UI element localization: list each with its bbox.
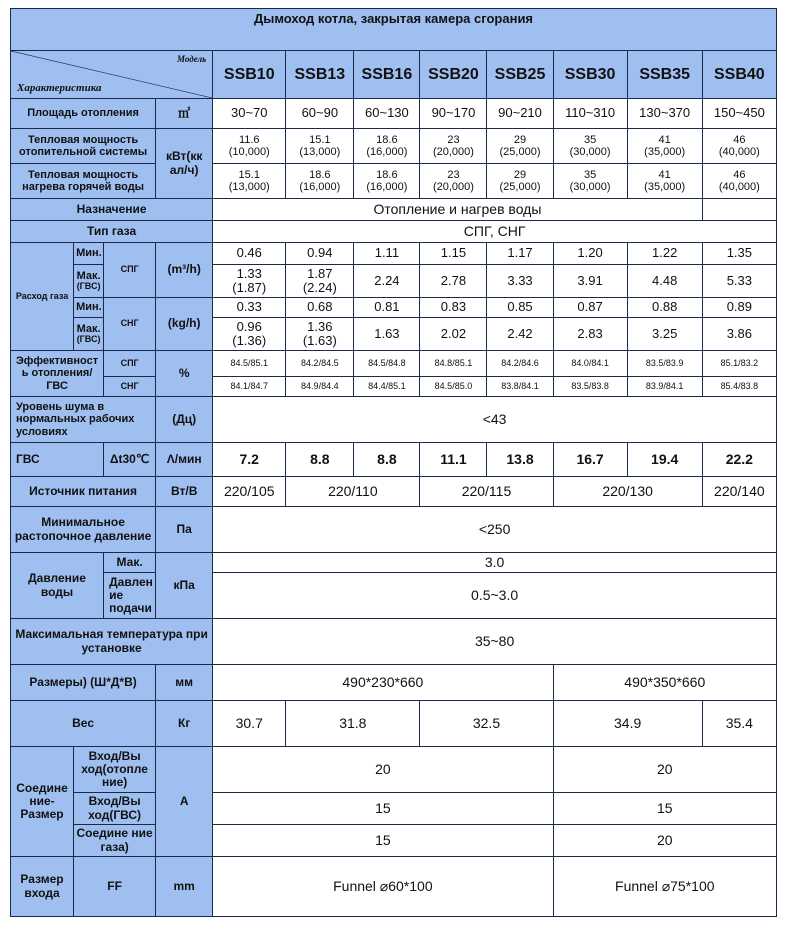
value-sub: (13,000) [299,146,341,158]
dhw-delta-label: Δt30℃ [104,443,156,477]
lpg-label: СНГ [104,298,156,351]
efficiency-lng-value: 84.2/84.5 [286,351,354,377]
model-header: SSB13 [286,51,354,99]
max-label [74,318,104,351]
value-sub: (16,000) [366,146,408,158]
power-supply-value: 220/140 [702,477,776,507]
efficiency-lpg-value: 84.1/84.7 [213,377,286,397]
lpg-min-value: 0.88 [627,298,702,318]
value-sub: (20,000) [432,146,474,158]
min-pressure-label: Минимальное растопочное давление [11,507,156,553]
value-main: 0.96 [236,318,262,334]
lpg-max-value [213,318,286,351]
value-main: 46 [733,133,746,146]
power-supply-unit: Вт/В [156,477,213,507]
heating-area-value: 90~210 [487,99,553,129]
efficiency-lpg-value: 84.5/85.0 [420,377,487,397]
value-sub: (35,000) [644,181,686,193]
value-sub: (40,000) [718,181,760,193]
noise-label: Уровень шума в нормальных рабочих условиях [11,397,156,443]
dimensions-value: 490*230*660 [213,665,553,701]
lng-min-value: 1.22 [627,243,702,265]
model-header: SSB10 [213,51,286,99]
efficiency-label: Эффективност ь отопления/ГВС [11,351,104,397]
efficiency-lng-value: 85.1/83.2 [702,351,776,377]
value-main: 46 [733,168,746,181]
value-sub: (25,000) [499,181,541,193]
min-label: Мин. [74,298,104,318]
value-sub: (30,000) [569,146,611,158]
lpg-flow-unit: (kg/h) [156,298,213,351]
value-main: 41 [658,133,671,146]
water-power-value [354,164,420,199]
value-main: 41 [658,168,671,181]
dhw-value: 11.1 [420,443,487,477]
heating-area-label: Площадь отопления [11,99,156,129]
max-label-main: Мак. [76,323,101,335]
value-sub: (13,000) [228,181,270,193]
lpg-min-value: 0.85 [487,298,553,318]
purpose-value: Отопление и нагрев воды [213,199,703,221]
lng-min-value: 0.94 [286,243,354,265]
efficiency-lpg-value: 85.4/83.8 [702,377,776,397]
connection-gas-value: 15 [213,825,553,857]
lng-min-value: 1.17 [487,243,553,265]
value-sub: (10,000) [228,146,270,158]
heating-power-value [286,129,354,164]
heat-output-unit: кВт(кк ал/ч) [156,129,213,199]
lng-max-value: 3.33 [487,265,553,298]
heating-power-value [487,129,553,164]
gas-type-value: СПГ, СНГ [213,221,777,243]
lpg-max-value: 3.86 [702,318,776,351]
weight-value: 34.9 [553,701,702,747]
min-pressure-value: <250 [213,507,777,553]
weight-value: 35.4 [702,701,776,747]
power-supply-value: 220/115 [420,477,553,507]
value-main: 35 [583,168,597,181]
lng-flow-unit: (m³/h) [156,243,213,298]
model-header: SSB25 [487,51,553,99]
dhw-value: 13.8 [487,443,553,477]
corner-label-model: Модель [176,54,207,64]
value-sub: (25,000) [499,146,541,158]
dhw-value: 19.4 [627,443,702,477]
lng-min-value: 1.11 [354,243,420,265]
efficiency-lpg-value: 84.9/84.4 [286,377,354,397]
inlet-label: Размер входа [11,857,74,917]
lng-min-value: 1.20 [553,243,627,265]
heating-area-unit: ㎡ [156,99,213,129]
dhw-value: 8.8 [286,443,354,477]
inlet-value: Funnel ⌀75*100 [553,857,776,917]
noise-value: <43 [213,397,777,443]
connection-gas-label: Соедине ние газа) [74,825,156,857]
connection-dhw-label: Вход/Вы ход(ГВС) [74,793,156,825]
lng-max-value: 2.24 [354,265,420,298]
value-sub: (1.36) [232,333,267,348]
lpg-min-value: 0.68 [286,298,354,318]
efficiency-lpg-label: СНГ [104,377,156,397]
dimensions-unit: мм [156,665,213,701]
lng-max-value: 5.33 [702,265,776,298]
spec-table [10,8,777,917]
heating-area-value: 30~70 [213,99,286,129]
purpose-label: Назначение [11,199,213,221]
dimensions-value: 490*350*660 [553,665,776,701]
value-main: 1.36 [307,318,333,334]
lng-max-value: 4.48 [627,265,702,298]
efficiency-lpg-value: 83.8/84.1 [487,377,553,397]
water-power-label: Тепловая мощность нагрева горячей воды [11,164,156,199]
dhw-unit: Λ/мин [156,443,213,477]
model-header: SSB20 [420,51,487,99]
dimensions-label: Размеры) (Ш*Д*В) [11,665,156,701]
weight-unit: Кг [156,701,213,747]
lng-min-value: 1.15 [420,243,487,265]
lpg-max-value: 2.83 [553,318,627,351]
min-label: Мин. [74,243,104,265]
max-label-sub: (ГВС) [76,281,101,292]
corner-label-characteristic: Характеристика [17,81,102,94]
value-sub: (16,000) [299,181,341,193]
connection-unit: A [156,747,213,857]
heating-power-value [213,129,286,164]
dhw-value: 16.7 [553,443,627,477]
lpg-max-value [286,318,354,351]
efficiency-lng-value: 84.5/84.8 [354,351,420,377]
heating-area-value: 150~450 [702,99,776,129]
inlet-sub-label: FF [74,857,156,917]
lng-max-value: 3.91 [553,265,627,298]
lpg-min-value: 0.33 [213,298,286,318]
max-label-sub: (ГВС) [76,334,101,345]
heating-area-value: 60~90 [286,99,354,129]
corner-header [11,51,213,99]
water-pressure-unit: кПа [156,553,213,619]
value-sub: (1.87) [232,280,267,295]
weight-value: 32.5 [420,701,553,747]
connection-heating-value: 20 [213,747,553,793]
value-sub: (35,000) [644,146,686,158]
value-main: 23 [447,133,460,146]
heating-area-value: 130~370 [627,99,702,129]
power-supply-value: 220/130 [553,477,702,507]
value-sub: (16,000) [366,181,408,193]
heating-power-value [627,129,702,164]
value-sub: (30,000) [569,181,611,193]
water-power-value [213,164,286,199]
inlet-value: Funnel ⌀60*100 [213,857,553,917]
lpg-max-value: 3.25 [627,318,702,351]
lng-min-value: 1.35 [702,243,776,265]
value-sub: (1.63) [302,333,337,348]
max-temp-value: 35~80 [213,619,777,665]
table-title: Дымоход котла, закрытая камера сгорания [11,9,777,51]
value-main: 18.6 [309,168,331,181]
weight-value: 31.8 [286,701,420,747]
value-main: 18.6 [376,133,398,146]
inlet-unit: mm [156,857,213,917]
value-main: 11.6 [238,133,260,146]
value-main: 15.1 [309,133,331,146]
efficiency-lng-value: 84.0/84.1 [553,351,627,377]
water-power-value [487,164,553,199]
heating-power-value [420,129,487,164]
lpg-min-value: 0.83 [420,298,487,318]
value-main: 15.1 [238,168,260,181]
lpg-min-value: 0.87 [553,298,627,318]
model-header: SSB16 [354,51,420,99]
lng-min-value: 0.46 [213,243,286,265]
value-main: 23 [447,168,460,181]
gas-flow-label: Расход газа [11,243,74,351]
efficiency-lng-value: 83.5/83.9 [627,351,702,377]
value-main: 18.6 [376,168,398,181]
connection-dhw-value: 15 [213,793,553,825]
water-pressure-supply-value: 0.5~3.0 [213,573,777,619]
water-power-value [627,164,702,199]
power-supply-value: 220/105 [213,477,286,507]
model-header: SSB30 [553,51,627,99]
lng-max-value: 2.78 [420,265,487,298]
water-power-value [286,164,354,199]
value-sub: (40,000) [718,146,760,158]
noise-unit: (Дц) [156,397,213,443]
heating-power-value [354,129,420,164]
water-pressure-supply-label: Давлен ие подачи [104,573,156,619]
weight-value: 30.7 [213,701,286,747]
dhw-value: 22.2 [702,443,776,477]
dhw-value: 8.8 [354,443,420,477]
connection-label: Соедине ние- Размер [11,747,74,857]
weight-label: Вес [11,701,156,747]
dhw-label: ГВС [11,443,104,477]
efficiency-lng-label: СПГ [104,351,156,377]
water-power-value [420,164,487,199]
gas-type-label: Тип газа [11,221,213,243]
connection-heating-value: 20 [553,747,776,793]
lpg-max-value: 2.02 [420,318,487,351]
value-main: 29 [513,133,527,146]
value-main: 35 [583,133,597,146]
model-header: SSB35 [627,51,702,99]
value-main: 1.87 [307,265,333,281]
power-supply-value: 220/110 [286,477,420,507]
connection-gas-value: 20 [553,825,776,857]
value-sub: (2.24) [302,280,337,295]
empty-cell [702,199,776,221]
water-pressure-max-label: Мак. [104,553,156,573]
heating-power-value [553,129,627,164]
heating-area-value: 110~310 [553,99,627,129]
heating-power-value [702,129,776,164]
efficiency-lpg-value: 83.5/83.8 [553,377,627,397]
lng-label: СПГ [104,243,156,298]
efficiency-lng-value: 84.2/84.6 [487,351,553,377]
power-supply-label: Источник питания [11,477,156,507]
lpg-min-value: 0.81 [354,298,420,318]
dhw-value: 7.2 [213,443,286,477]
value-main: 1.33 [236,265,262,281]
water-pressure-label: Давление воды [11,553,104,619]
connection-dhw-value: 15 [553,793,776,825]
heating-area-value: 60~130 [354,99,420,129]
efficiency-lpg-value: 83.9/84.1 [627,377,702,397]
heating-power-label: Тепловая мощность отопительной системы [11,129,156,164]
efficiency-lpg-value: 84.4/85.1 [354,377,420,397]
water-power-value [702,164,776,199]
efficiency-unit: % [156,351,213,397]
max-label-main: Мак. [76,270,101,282]
value-sub: (20,000) [432,181,474,193]
value-main: 29 [513,168,527,181]
max-temp-label: Максимальная температура при установке [11,619,213,665]
model-header: SSB40 [702,51,776,99]
heating-area-value: 90~170 [420,99,487,129]
lpg-max-value: 1.63 [354,318,420,351]
lng-max-value [286,265,354,298]
lpg-min-value: 0.89 [702,298,776,318]
max-label [74,265,104,298]
lpg-max-value: 2.42 [487,318,553,351]
water-pressure-max-value: 3.0 [213,553,777,573]
water-power-value [553,164,627,199]
efficiency-lng-value: 84.8/85.1 [420,351,487,377]
connection-heating-label: Вход/Вы ход(отопле ние) [74,747,156,793]
min-pressure-unit: Па [156,507,213,553]
lng-max-value [213,265,286,298]
efficiency-lng-value: 84.5/85.1 [213,351,286,377]
